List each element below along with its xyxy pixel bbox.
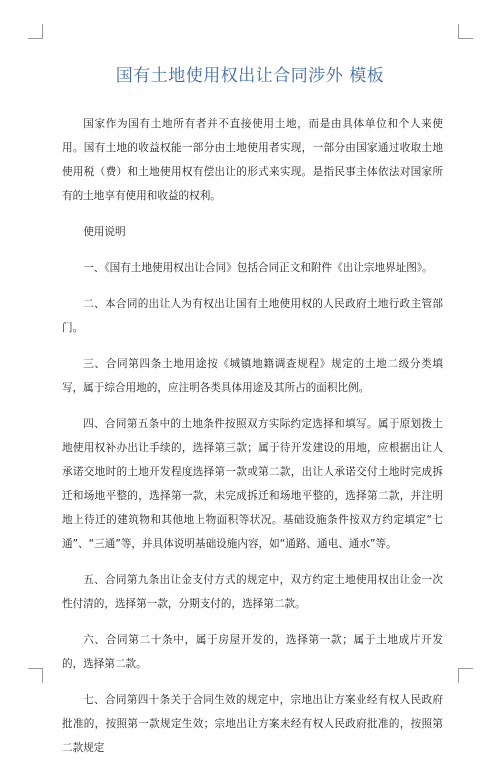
intro-paragraph: 国家作为国有土地所有者并不直接使用土地，而是由具体单位和个人来使用。国有土地的收益权能一部分由土地使用者实现，一部分由国家通过收取土地使用税（费）和土地使用权有偿出让的形式来实现。是指民事主体依法对国家所有的土地享有使用和收益的权利。 <box>62 118 443 202</box>
instruction-item-5: 五、合同第九条出让金支付方式的规定中，双方约定土地使用权出让金一次性付清的，选择第一款，分期支付的，选择第二款。 <box>62 574 443 610</box>
instruction-item-7: 七、合同第四十条关于合同生效的规定中，宗地出让方案业经有权人民政府批准的，按照第一款规定生效；宗地出让方案未经有权人民政府批准的，按照第二款规定 <box>62 694 443 754</box>
instruction-item-3: 三、合同第四条土地用途按《城镇地籍调查规程》规定的土地二级分类填写，属于综合用地的，应注明各类具体用途及其所占的面积比例。 <box>62 358 443 394</box>
crop-mark-top-left <box>28 24 43 39</box>
instruction-item-2: 二、本合同的出让人为有权出让国有土地使用权的人民政府土地行政主管部门。 <box>62 298 443 334</box>
document-body <box>62 112 443 760</box>
crop-mark-bottom-right <box>458 668 473 683</box>
crop-mark-bottom-left <box>28 668 43 683</box>
instruction-item-1: 一、《国有土地使用权出让合同》包括合同正文和附件《出让宗地界址图》。 <box>83 262 433 274</box>
instruction-item-6: 六、合同第二十条中，属于房屋开发的，选择第一款；属于土地成片开发的，选择第二款。 <box>62 634 443 670</box>
usage-heading: 使用说明 <box>83 226 126 238</box>
instruction-item-4: 四、合同第五条中的土地条件按照双方实际约定选择和填写。属于原划拨土地使用权补办出让手续的，选择第三款；属于待开发建设的用地，应根据出让人承诺交地时的土地开发程度选择第一款或第二款，出让人承诺交付土地时完成拆迁和场地平整的，选择第一款，未完成拆迁和场地平整的，选择第二款，并注明地上待迁的建筑物和其他地上物面积等状况。基础设施条件按双方约定填定“七通”、“三通”等，并具体说明基础设施内容，如“通路、通电、通水”等。 <box>62 418 443 550</box>
crop-mark-top-right <box>458 24 473 39</box>
document-title: 国有土地使用权出让合同涉外 模板 <box>115 66 385 86</box>
